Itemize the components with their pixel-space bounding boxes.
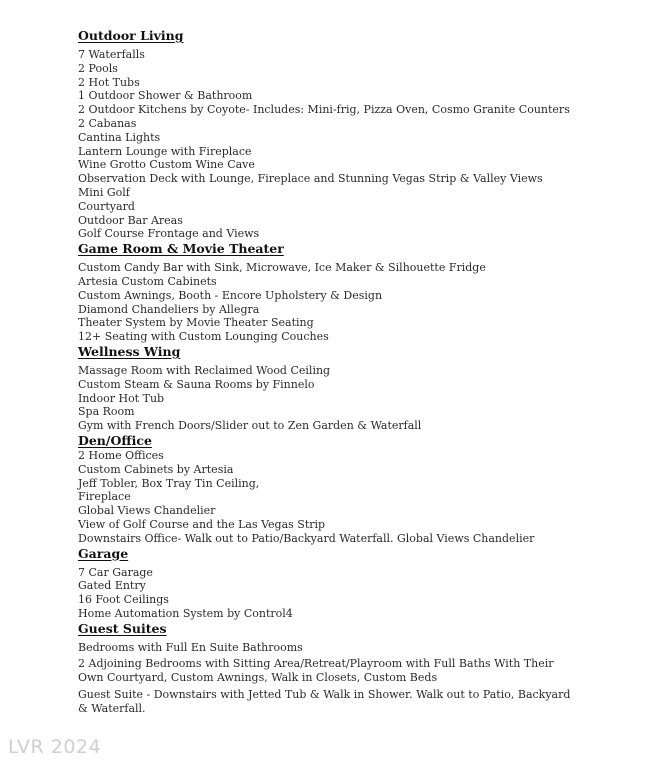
list-item: Theater System by Movie Theater Seating (78, 316, 314, 330)
section-wellness-wing (78, 344, 658, 433)
list-item: Fireplace (78, 490, 131, 504)
list-item: Bedrooms with Full En Suite Bathrooms (78, 640, 303, 654)
list-item: Gym with French Doors/Slider out to Zen Garden & Waterfall (78, 419, 422, 433)
list-item: Custom Awnings, Booth - Encore Upholstery & Design (78, 288, 383, 302)
list-item: Home Automation System by Control4 (78, 606, 293, 620)
section-title: Den/Office (78, 432, 152, 448)
list-item: 2 Hot Tubs (78, 75, 140, 89)
section-guest-suites (78, 621, 658, 716)
list-item: Wine Grotto Custom Wine Cave (78, 158, 255, 172)
list-item: Courtyard (78, 199, 135, 213)
list-item: Gated Entry (78, 579, 146, 593)
list-item: Golf Course Frontage and Views (78, 227, 260, 241)
section-garage (78, 546, 658, 621)
list-item: View of Golf Course and the Las Vegas Strip (78, 517, 326, 531)
list-item: 7 Waterfalls (78, 48, 145, 61)
list-item: Guest Suite - Downstairs with Jetted Tub & Walk in Shower. Walk out to Patio, Backyard & Waterfall. (78, 688, 571, 715)
feature-list-document (78, 28, 658, 716)
section-title: Outdoor Living (78, 28, 184, 43)
list-item: Observation Deck with Lounge, Fireplace and Stunning Vegas Strip & Valley Views (78, 172, 543, 186)
list-item: Downstairs Office- Walk out to Patio/Backyard Waterfall. Global Views Chandelier (78, 531, 535, 545)
list-item: Cantina Lights (78, 130, 161, 144)
list-item: Custom Candy Bar with Sink, Microwave, Ice Maker & Silhouette Fridge (78, 261, 486, 275)
list-item: 2 Pools (78, 61, 118, 75)
list-item: 2 Outdoor Kitchens by Coyote- Includes: Mini-frig, Pizza Oven, Cosmo Granite Counters (78, 103, 570, 117)
list-item: 12+ Seating with Custom Lounging Couches (78, 330, 329, 344)
list-item: Custom Steam & Sauna Rooms by Finnelo (78, 377, 315, 391)
list-item: 2 Home Offices (78, 448, 164, 462)
section-title: Wellness Wing (78, 343, 181, 359)
list-item: Mini Golf (78, 185, 130, 199)
list-item: 2 Cabanas (78, 116, 137, 130)
list-item: Custom Cabinets by Artesia (78, 462, 234, 476)
list-item: 1 Outdoor Shower & Bathroom (78, 89, 253, 103)
section-title: Garage (78, 545, 129, 561)
section-game-room (78, 241, 658, 344)
list-item: Spa Room (78, 405, 135, 419)
section-outdoor-living (78, 28, 658, 241)
list-item: Jeff Tobler, Box Tray Tin Ceiling, (78, 476, 260, 490)
section-den-office (78, 433, 658, 546)
list-item: Massage Room with Reclaimed Wood Ceiling (78, 363, 331, 377)
section-title: Game Room & Movie Theater (78, 241, 284, 257)
list-item: 7 Car Garage (78, 565, 153, 579)
list-item: Outdoor Bar Areas (78, 213, 183, 227)
list-item: Lantern Lounge with Fireplace (78, 144, 252, 158)
list-item: Diamond Chandeliers by Allegra (78, 302, 260, 316)
watermark: LVR 2024 (8, 736, 102, 758)
list-item: Indoor Hot Tub (78, 391, 165, 405)
section-title: Guest Suites (78, 620, 167, 636)
list-item: Artesia Custom Cabinets (78, 274, 217, 288)
list-item: 16 Foot Ceilings (78, 593, 169, 607)
list-item: Global Views Chandelier (78, 504, 216, 518)
list-item: 2 Adjoining Bedrooms with Sitting Area/Retreat/Playroom with Full Baths With Their Own Courtyard, Custom Awnings, Walk in Closets, Custom Beds (78, 657, 554, 685)
